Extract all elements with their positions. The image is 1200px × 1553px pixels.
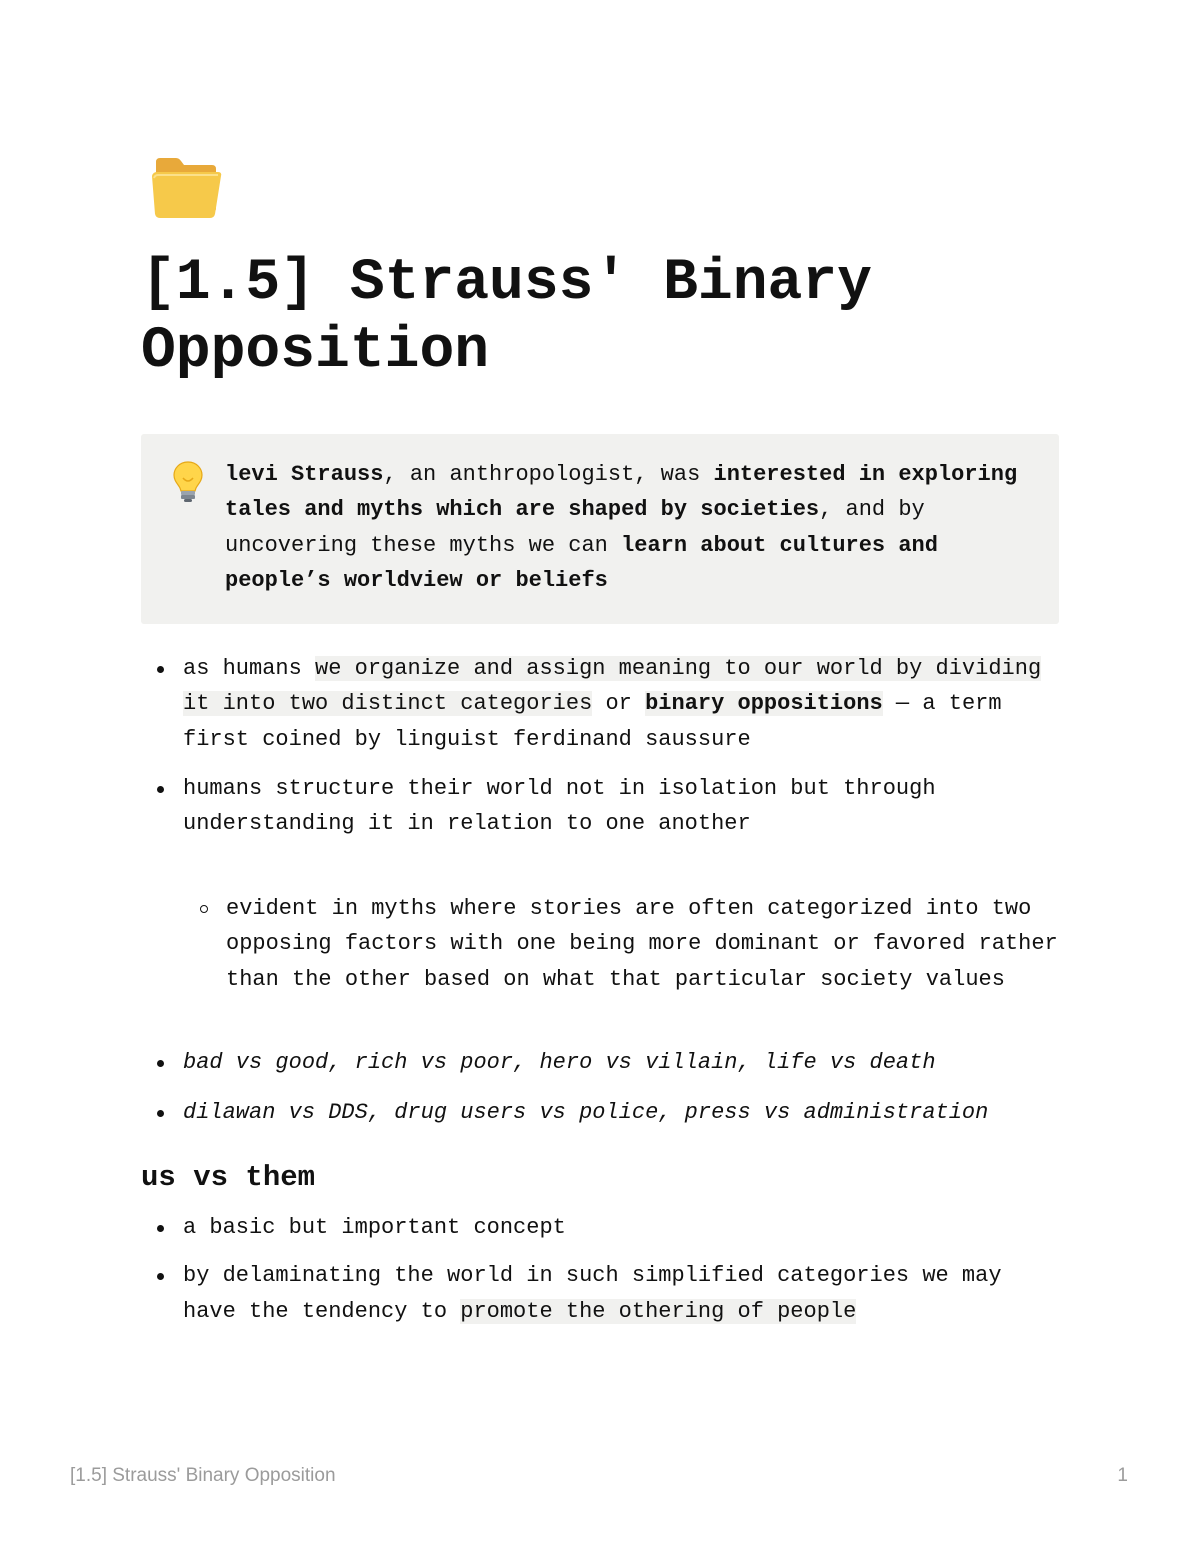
list-item-text: dilawan vs DDS, drug users vs police, press vs administration xyxy=(183,1100,989,1126)
bullet-dot xyxy=(157,1060,164,1067)
list-item xyxy=(141,1258,1059,1329)
bullet-dot xyxy=(157,786,164,793)
list-item-text: as humans xyxy=(183,656,316,681)
nested-bullet-list xyxy=(141,891,1059,997)
list-item-text: by delaminating the world in such simplified categories we may have the tendency to xyxy=(183,1263,1002,1324)
callout-emphasis: learn about cultures and people’s worldview or beliefs xyxy=(225,532,938,593)
list-item xyxy=(141,1045,1059,1080)
bullet-dot xyxy=(157,1273,164,1280)
list-item xyxy=(141,771,1059,842)
highlighted-term: binary oppositions xyxy=(645,691,883,717)
page-title: [1.5] Strauss' Binary Opposition xyxy=(141,251,872,384)
list-item-text: or xyxy=(592,691,646,717)
callout xyxy=(141,434,1059,624)
bullet-dot xyxy=(157,666,164,673)
list-item-text: humans structure their world not in isolation but through understanding it in relation to one another xyxy=(183,775,936,837)
callout-text-segment: , and by uncovering these myths we can xyxy=(225,497,925,558)
bullet-dot xyxy=(157,1225,164,1232)
lightbulb-icon xyxy=(171,460,205,504)
bullet-dot xyxy=(157,1110,164,1117)
list-item xyxy=(141,1095,1059,1130)
list-item-text: bad vs good, rich vs poor, hero vs villain, life vs death xyxy=(183,1050,936,1075)
bullet-list xyxy=(141,1210,1059,1329)
bullet-list xyxy=(141,651,1059,855)
nested-list-item xyxy=(141,891,1059,997)
list-item-text: a basic but important concept xyxy=(183,1215,566,1240)
callout-text xyxy=(225,457,1045,598)
list-item xyxy=(141,651,1059,757)
list-item xyxy=(141,1210,1059,1245)
callout-term: levi Strauss xyxy=(225,462,384,487)
page-number: 1 xyxy=(1117,1465,1128,1486)
highlighted-text: we organize and assign meaning to our world by dividing it into two distinct categories xyxy=(183,656,1042,717)
list-item-text: evident in myths where stories are often categorized into two opposing factors with one being more dominant or favored rather than the other based on what that particular society values xyxy=(226,896,1058,992)
bullet-list xyxy=(141,1045,1059,1131)
callout-emphasis: interested in exploring tales and myths which are shaped by societies xyxy=(225,462,1018,523)
callout-text-segment: , an anthropologist, was xyxy=(383,462,714,487)
list-item-text: — a term first coined by linguist ferdinand saussure xyxy=(183,691,1002,752)
bullet-ring xyxy=(200,905,208,913)
folder-icon xyxy=(148,152,224,224)
footer-title: [1.5] Strauss' Binary Opposition xyxy=(70,1465,336,1486)
highlighted-text: promote the othering of people xyxy=(460,1298,857,1324)
section-heading: us vs them xyxy=(141,1161,316,1194)
